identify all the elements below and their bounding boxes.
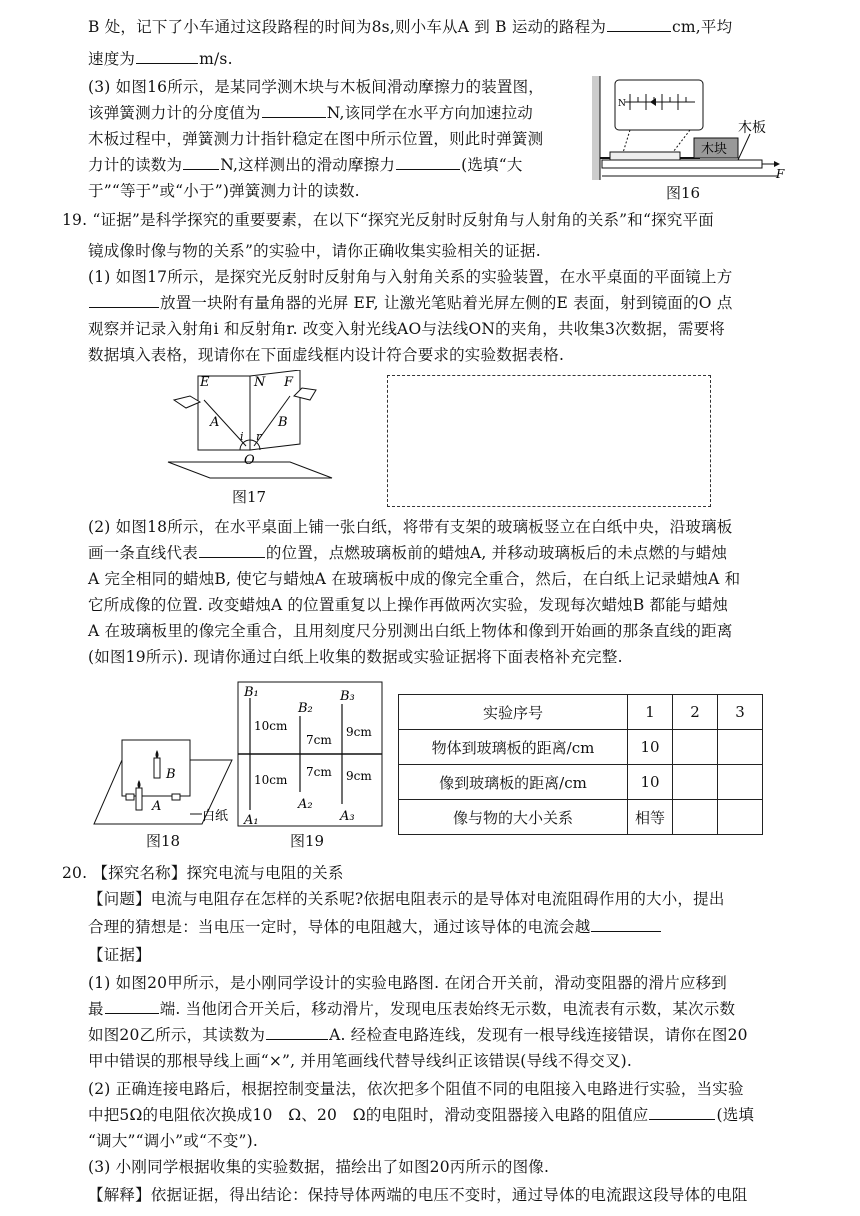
text-line: 观察并记录入射角i 和反射角r. 改变入射光线AO与法线ON的夹角，共收集3次数据，需要将 <box>88 320 725 338</box>
table-row <box>399 765 763 800</box>
answer-blank[interactable] <box>105 997 159 1014</box>
text-line <box>88 46 233 72</box>
text-line: (3) 小刚同学根据收集的实验数据，描绘出了如图20丙所示的图像. <box>88 1158 550 1176</box>
text: 放置一块附有量角器的光屏 EF, 让激光笔贴着光屏左侧的E 表面，射到镜面的O 点 <box>160 294 733 312</box>
distance-label: 7cm <box>306 733 332 747</box>
text-line <box>88 152 523 178</box>
table-cell-blank[interactable] <box>673 730 718 765</box>
label-A3: A₃ <box>340 809 355 824</box>
question-20: 20. 【探究名称】探究电流与电阻的关系 <box>62 864 344 882</box>
text: N,该同学在水平方向加速拉动 <box>326 104 534 122</box>
distance-label: 9cm <box>346 725 372 739</box>
text-line <box>88 914 662 940</box>
text: (选填“大 <box>461 156 523 174</box>
text-line <box>88 100 533 126</box>
text: 中把5Ω的电阻依次换成10 Ω、20 Ω的电阻时，滑动变阻器接入电路的阻值应 <box>88 1106 649 1124</box>
distance-label: 9cm <box>346 769 372 783</box>
label-A: A <box>210 415 220 430</box>
label-B2: B₂ <box>298 701 313 716</box>
text: 端. 当他闭合开关后，移动滑片，发现电压表始终无示数，电流表有示数，某次示数 <box>159 1000 736 1018</box>
text: 如图20乙所示，其读数为 <box>88 1026 266 1044</box>
answer-blank[interactable] <box>591 915 661 932</box>
table-cell: 10 <box>628 730 673 765</box>
text: N,这样测出的滑动摩擦力 <box>220 156 396 174</box>
figure-18 <box>92 730 242 830</box>
figure-caption: 图16 <box>666 184 701 202</box>
label-i: i <box>240 430 244 443</box>
text-line <box>88 14 732 40</box>
text: 合理的猜想是：当电压一定时，导体的电阻越大，通过该导体的电流会越 <box>88 918 591 936</box>
text-line: 于”“等于”或“小于”)弹簧测力计的读数. <box>88 182 360 200</box>
text-line: (3) 如图16所示，是某同学测木块与木板间滑动摩擦力的装置图， <box>88 78 545 96</box>
table-cell-blank[interactable] <box>673 765 718 800</box>
text-line: A 完全相同的蜡烛B, 使它与蜡烛A 在玻璃板中成的像完全重合，然后，在白纸上记录蜡烛A 和 <box>88 570 741 588</box>
text-line <box>88 1022 748 1048</box>
label-B: B <box>278 415 288 430</box>
text-line: 镜成像时像与物的关系”的实验中，请你正确收集实验相关的证据. <box>88 242 541 260</box>
text-line <box>88 290 733 316</box>
text: A. 经检查电路连线，发现有一根导线连接错误，请你在图20 <box>329 1026 748 1044</box>
answer-blank[interactable] <box>396 153 460 170</box>
table-cell: 像到玻璃板的距离/cm <box>399 765 628 800</box>
text-line <box>88 1102 754 1128</box>
text: (选填 <box>716 1106 755 1124</box>
text-line: (2) 正确连接电路后，根据控制变量法，依次把多个阻值不同的电阻接入电路进行实验，当实验 <box>88 1080 744 1098</box>
answer-blank[interactable] <box>649 1103 715 1120</box>
table-cell-blank[interactable] <box>718 765 763 800</box>
hand-left <box>174 396 200 408</box>
answer-table-box[interactable] <box>387 375 711 507</box>
label-N: N <box>254 375 266 390</box>
figure-caption: 图18 <box>146 832 181 850</box>
answer-blank[interactable] <box>183 153 219 170</box>
unit-label: N <box>618 99 626 109</box>
table-cell: 物体到玻璃板的距离/cm <box>399 730 628 765</box>
text-line: 木板过程中，弹簧测力计指针稳定在图中所示位置，则此时弹簧测 <box>88 130 544 148</box>
answer-blank[interactable] <box>607 15 671 32</box>
answer-blank[interactable] <box>89 291 159 308</box>
text: 的位置，点燃玻璃板前的蜡烛A, 并移动玻璃板后的未点燃的与蜡烛 <box>265 544 728 562</box>
label-A: A <box>152 799 162 814</box>
text: 最 <box>88 1000 104 1018</box>
text: 速度为 <box>88 50 136 68</box>
block-label: 木块 <box>701 142 728 157</box>
text-line: (2) 如图18所示，在水平桌面上铺一张白纸，将带有支架的玻璃板竖立在白纸中央，沿玻璃板 <box>88 518 733 536</box>
question-19: 19. “证据”是科学探究的重要要素，在以下“探究光反射时反射角与人射角的关系”和“探究平面 <box>62 211 714 229</box>
text-line: A 在玻璃板里的像完全重合，且用刻度尺分别测出白纸上物体和像到开始画的那条直线的距离 <box>88 622 733 640</box>
answer-blank[interactable] <box>199 541 265 558</box>
table-cell: 1 <box>628 695 673 730</box>
label-E: E <box>200 375 210 390</box>
text-line: 【问题】电流与电阻存在怎样的关系呢?依据电阻表示的是导体对电流阻碍作用的大小，提出 <box>88 890 725 908</box>
label-A2: A₂ <box>298 797 313 812</box>
table-cell-blank[interactable] <box>718 730 763 765</box>
text: m/s. <box>199 50 233 68</box>
figure-caption: 图19 <box>290 832 325 850</box>
table-cell-blank[interactable] <box>673 800 718 835</box>
distance-label: 10cm <box>254 773 288 787</box>
figure-16 <box>590 74 790 184</box>
text-line <box>88 996 735 1022</box>
answer-blank[interactable] <box>266 1023 328 1040</box>
table-cell: 2 <box>673 695 718 730</box>
data-table <box>398 694 763 835</box>
label-B1: B₁ <box>244 685 259 700</box>
scale-zoom <box>615 80 703 130</box>
label-B: B <box>166 767 176 782</box>
text: 画一条直线代表 <box>88 544 198 562</box>
figure-19 <box>236 680 386 828</box>
table-cell: 相等 <box>628 800 673 835</box>
text-line: 它所成像的位置. 改变蜡烛A 的位置重复以上操作再做两次实验，发现每次蜡烛B 都能与蜡烛 <box>88 596 729 614</box>
table-cell: 像与物的大小关系 <box>399 800 628 835</box>
candle-A <box>136 788 142 810</box>
text-line: “调大”“调小”或“不变”). <box>88 1132 259 1150</box>
distance-label: 10cm <box>254 719 288 733</box>
text: cm,平均 <box>672 18 733 36</box>
text: 该弹簧测力计的分度值为 <box>88 104 261 122</box>
text: B 处，记下了小车通过这段路程的时间为8s,则小车从A 到 B 运动的路程为 <box>88 18 607 36</box>
force-label: F <box>776 167 785 181</box>
figure-caption: 图17 <box>232 488 267 506</box>
label-A1: A₁ <box>244 813 259 828</box>
text-line: 【解释】依据证据，得出结论：保持导体两端的电压不变时，通过导体的电流跟这段导体的电阻 <box>88 1186 748 1204</box>
table-cell: 实验序号 <box>399 695 628 730</box>
distance-label: 7cm <box>306 765 332 779</box>
text-line: 【证据】 <box>88 946 151 964</box>
table-row <box>399 800 763 835</box>
answer-blank[interactable] <box>136 47 198 64</box>
text-line: (1) 如图20甲所示，是小刚同学设计的实验电路图. 在闭合开关前，滑动变阻器的滑片应移到 <box>88 974 727 992</box>
board-label: 木板 <box>738 120 766 136</box>
text-line: 甲中错误的那根导线上画“×”, 并用笔画线代替导线纠正该错误(导线不得交叉). <box>88 1052 633 1070</box>
label-B3: B₃ <box>340 689 355 704</box>
text-line: 数据填入表格，现请你在下面虚线框内设计符合要求的实验数据表格. <box>88 346 565 364</box>
answer-blank[interactable] <box>262 101 326 118</box>
label-O: O <box>244 453 255 468</box>
wall <box>592 76 600 180</box>
text-line <box>88 540 727 566</box>
candle-B <box>154 758 160 778</box>
text-line: (如图19所示). 现请你通过白纸上收集的数据或实验证据将下面表格补充完整. <box>88 648 623 666</box>
text: 力计的读数为 <box>88 156 183 174</box>
paper-label: 白纸 <box>202 809 229 824</box>
table-cell: 10 <box>628 765 673 800</box>
label-F: F <box>284 375 294 390</box>
board <box>602 160 762 168</box>
text-line: (1) 如图17所示，是探究光反射时反射角与入射角关系的实验装置，在水平桌面的平面镜上方 <box>88 268 733 286</box>
table-header-row <box>399 695 763 730</box>
figure-17 <box>160 370 340 480</box>
table-cell: 3 <box>718 695 763 730</box>
table-row <box>399 730 763 765</box>
table-cell-blank[interactable] <box>718 800 763 835</box>
label-r: r <box>256 430 262 443</box>
